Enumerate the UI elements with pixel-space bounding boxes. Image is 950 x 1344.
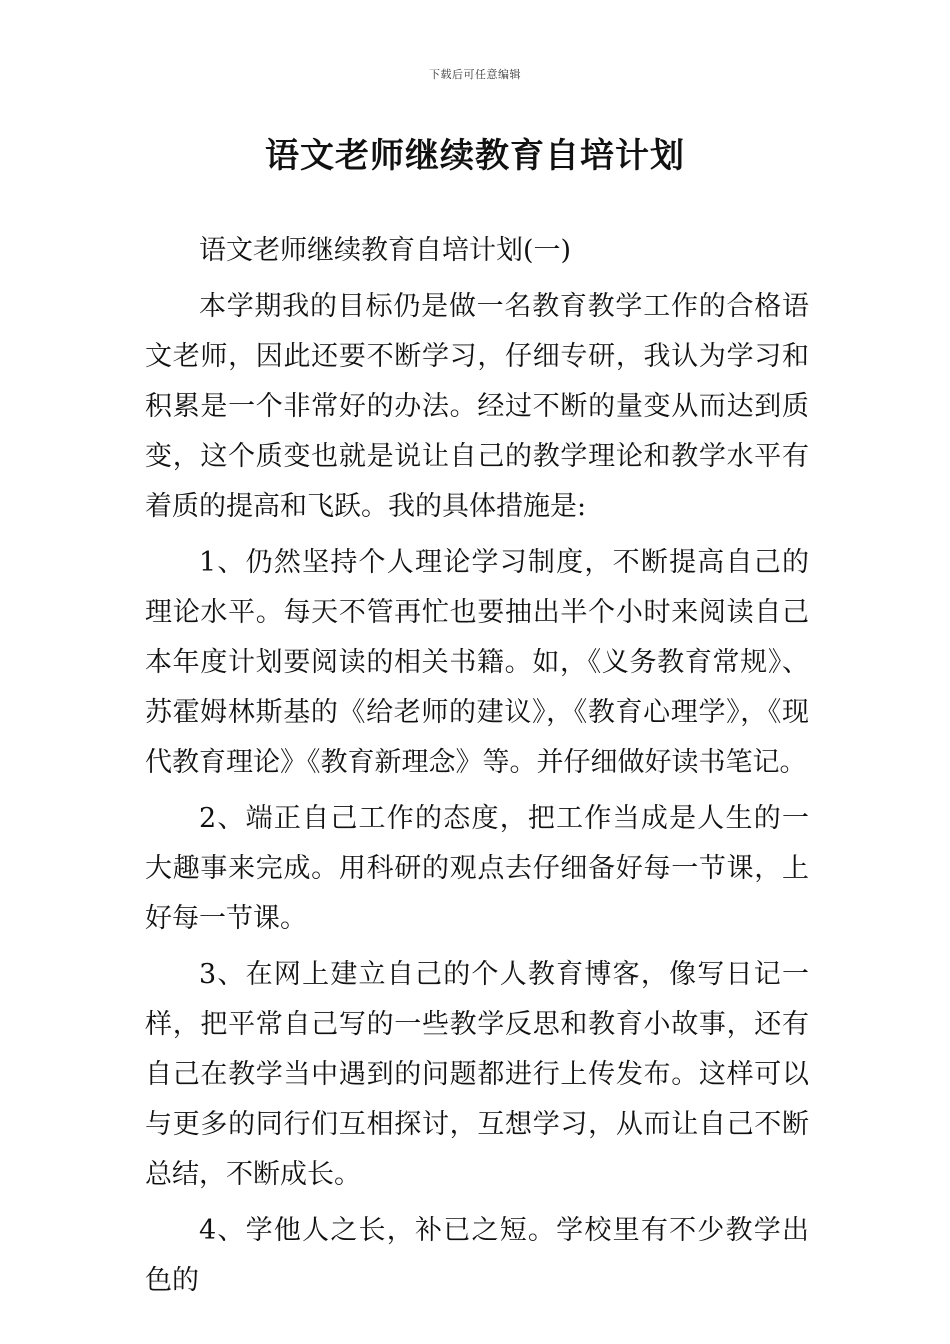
- paragraph-subtitle: 语文老师继续教育自培计划(一): [199, 235, 572, 266]
- document-body: [145, 226, 809, 1306]
- paragraph-item-3: 3、在网上建立自己的个人教育博客，像写日记一样，把平常自己写的一些教学反思和教育小故事，还有自己在教学当中遇到的问题都进行上传发布。这样可以与更多的同行们互相探讨，互想学习，从而让自己不断总结，不断成长。: [145, 959, 809, 1190]
- header-note: 下载后可任意编辑: [429, 68, 521, 81]
- paragraph-item-2: 2、端正自己工作的态度，把工作当成是人生的一大趣事来完成。用科研的观点去仔细备好每一节课，上好每一节课。: [145, 803, 809, 934]
- paragraph-item-4: 4、学他人之长，补已之短。学校里有不少教学出色的: [145, 1215, 809, 1296]
- paragraph-intro: 本学期我的目标仍是做一名教育教学工作的合格语文老师，因此还要不断学习，仔细专研，我认为学习和积累是一个非常好的办法。经过不断的量变从而达到质变，这个质变也就是说让自己的教学理论和教学水平有着质的提高和飞跃。我的具体措施是:: [145, 291, 809, 522]
- paragraph-item-1: 1、仍然坚持个人理论学习制度，不断提高自己的理论水平。每天不管再忙也要抽出半个小时来阅读自己本年度计划要阅读的相关书籍。如，《义务教育常规》、苏霍姆林斯基的《给老师的建议》，《教育心理学》，《现代教育理论》《教育新理念》等。并仔细做好读书笔记。: [145, 547, 809, 778]
- document-title: 语文老师继续教育自培计划: [265, 136, 685, 176]
